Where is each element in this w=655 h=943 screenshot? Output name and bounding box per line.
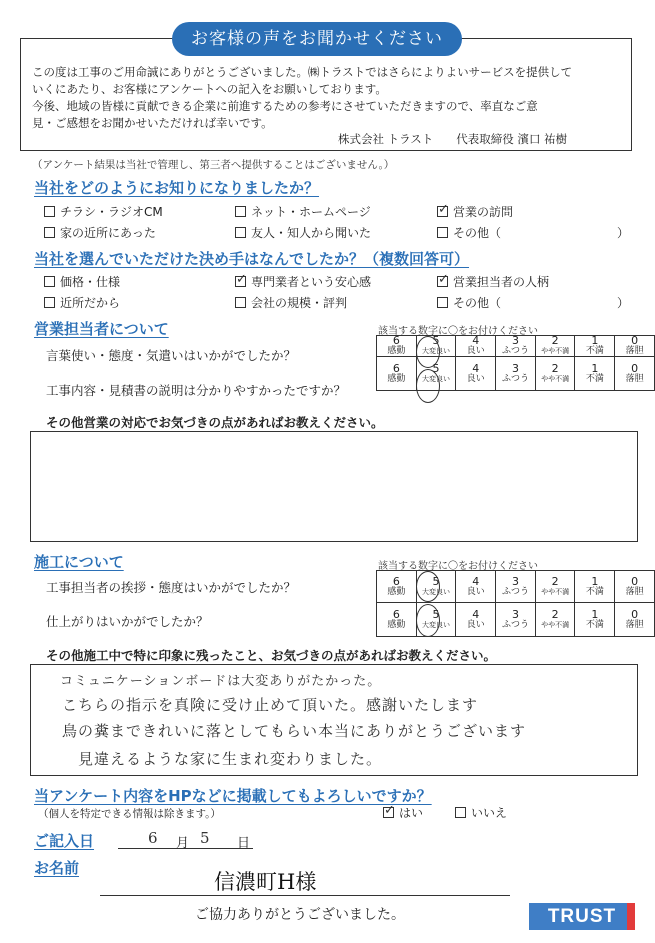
rating-cell-4[interactable]: 4 良い xyxy=(456,571,496,603)
checkbox[interactable] xyxy=(44,227,55,238)
close-paren: ） xyxy=(617,226,630,240)
intro-line: いくにあたり、お客様にアンケートへの記入をお願いしております。 xyxy=(32,82,387,96)
checkbox[interactable] xyxy=(44,206,55,217)
rating-cell-6[interactable]: 6 感動 xyxy=(377,357,417,391)
publish-note: （個人を特定できる情報は除きます。） xyxy=(38,808,221,820)
day-unit: 日 xyxy=(237,836,251,851)
q1-option-web[interactable] xyxy=(235,203,371,220)
rating-cell-1[interactable]: 1 不満 xyxy=(575,357,615,391)
rating-cell-2[interactable]: 2 やや不満 xyxy=(535,571,575,603)
option-label: 営業の訪問 xyxy=(453,205,514,219)
intro-line: 見・ご感想をお聞かせいただければ幸いです。 xyxy=(32,116,273,130)
q1-option-sales-visit[interactable] xyxy=(437,203,513,220)
name-value[interactable]: 信濃町H様 xyxy=(214,870,317,894)
trust-logo xyxy=(529,903,635,930)
rating-cell-1[interactable]: 1 不満 xyxy=(575,336,615,357)
name-label: お名前 xyxy=(34,859,80,877)
q1-option-other[interactable] xyxy=(437,224,501,241)
privacy-note: （アンケート結果は当社で管理し、第三者へ提供することはございません。） xyxy=(32,159,395,171)
rating-cell-5[interactable]: 5 大変良い xyxy=(416,571,456,603)
rating-caption: 該当する数字に〇をお付けください xyxy=(378,561,538,572)
q2-option-other[interactable] xyxy=(437,294,501,311)
rating-cell-6[interactable]: 6 感動 xyxy=(377,571,417,603)
q2-option-personality[interactable] xyxy=(437,273,549,290)
rating-cell-3[interactable]: 3 ふつう xyxy=(496,603,536,637)
option-label: はい xyxy=(399,806,424,820)
option-label: 家の近所にあった xyxy=(60,226,156,240)
checkbox[interactable] xyxy=(437,227,448,238)
intro-line: 今後、地域の皆様に貢献できる企業に前進するための参考にさせていただきますので、率直なご意 xyxy=(32,99,538,113)
option-label: ネット・ホームページ xyxy=(251,205,371,219)
option-label: その他（ xyxy=(453,296,502,310)
logo-text: TRUST xyxy=(547,906,617,927)
month-unit: 月 xyxy=(176,836,190,851)
rating-circle-mark xyxy=(416,336,440,368)
rating-cell-0[interactable]: 0 落胆 xyxy=(615,571,655,603)
rating-cell-2[interactable]: 2 やや不満 xyxy=(535,336,575,357)
rating-circle-mark xyxy=(416,369,440,403)
rating-cell-1[interactable]: 1 不満 xyxy=(575,571,615,603)
rating-cell-1[interactable]: 1 不満 xyxy=(575,603,615,637)
rating-cell-3[interactable]: 3 ふつう xyxy=(496,357,536,391)
option-label: チラシ・ラジオCM xyxy=(60,205,163,219)
rating-cell-6[interactable]: 6 感動 xyxy=(377,603,417,637)
rating-cell-6[interactable]: 6 感動 xyxy=(377,336,417,357)
checkbox[interactable] xyxy=(44,276,55,287)
close-paren: ） xyxy=(617,296,630,310)
rating-cell-2[interactable]: 2 やや不満 xyxy=(535,603,575,637)
rating-cell-0[interactable]: 0 落胆 xyxy=(615,336,655,357)
publish-question-title: 当アンケート内容をHPなどに掲載してもよろしいですか？ xyxy=(34,787,432,805)
checkbox[interactable] xyxy=(44,297,55,308)
checkbox-checked[interactable] xyxy=(437,276,448,287)
date-day-value[interactable]: 5 xyxy=(200,829,211,847)
rating-cell-4[interactable]: 4 良い xyxy=(456,336,496,357)
publish-no-option[interactable] xyxy=(455,804,507,821)
q1-option-flyer[interactable] xyxy=(44,203,163,220)
checkbox-checked[interactable] xyxy=(235,276,246,287)
rating-cell-5[interactable]: 5 大変良い xyxy=(416,603,456,637)
q1-option-friend[interactable] xyxy=(235,224,371,241)
construction-question-greeting: 工事担当者の挨拶・態度はいかがでしたか？ xyxy=(46,580,297,595)
rating-cell-2[interactable]: 2 やや不満 xyxy=(535,357,575,391)
rating-cell-0[interactable]: 0 落胆 xyxy=(615,357,655,391)
survey-header: お客様の声をお聞かせください xyxy=(172,22,462,56)
checkbox[interactable] xyxy=(235,206,246,217)
construction-comment-prompt: その他施工中で特に印象に残ったこと、お気づきの点があればお教えください。 xyxy=(46,648,497,663)
option-label: 価格・仕様 xyxy=(60,275,121,289)
rating-cell-4[interactable]: 4 良い xyxy=(456,603,496,637)
option-label: その他（ xyxy=(453,226,502,240)
checkbox[interactable] xyxy=(235,297,246,308)
date-label: ご記入日 xyxy=(34,832,95,850)
intro-line: この度は工事のご用命誠にありがとうございました。㈱トラストではさらによりよいサービスを提供して xyxy=(32,65,573,79)
q1-option-nearby[interactable] xyxy=(44,224,156,241)
rating-circle-mark xyxy=(416,571,440,602)
sales-comment-box[interactable] xyxy=(30,431,638,542)
checkbox[interactable] xyxy=(235,227,246,238)
option-label: 友人・知人から聞いた xyxy=(251,226,372,240)
handwritten-comment-line: 鳥の糞まできれいに落としてもらい本当にありがとうございます xyxy=(62,722,527,740)
option-label: 専門業者という安心感 xyxy=(251,275,372,289)
logo-accent xyxy=(627,903,635,930)
sales-section-title: 営業担当者について xyxy=(34,320,169,338)
rating-circle-mark xyxy=(416,604,440,637)
thanks-message: ご協力ありがとうございました。 xyxy=(195,907,405,923)
option-label: 会社の規模・評判 xyxy=(251,296,348,310)
checkbox[interactable] xyxy=(455,807,466,818)
option-label: 近所だから xyxy=(60,296,121,310)
q2-option-price[interactable] xyxy=(44,273,120,290)
checkbox[interactable] xyxy=(437,297,448,308)
option-label: いいえ xyxy=(471,806,508,820)
rating-cell-5[interactable]: 5 大変良い xyxy=(416,357,456,391)
q2-option-nearby[interactable] xyxy=(44,294,120,311)
rating-caption: 該当する数字に〇をお付けください xyxy=(378,326,538,337)
signature: 株式会社 トラスト 代表取締役 濱口 祐樹 xyxy=(338,132,568,146)
rating-cell-3[interactable]: 3 ふつう xyxy=(496,336,536,357)
q2-title: 当社を選んでいただけた決め手はなんでしたか？（複数回答可） xyxy=(34,250,470,268)
option-label: 営業担当者の人柄 xyxy=(453,275,550,289)
construction-section-title: 施工について xyxy=(34,553,124,571)
handwritten-comment-line: 見違えるような家に生まれ変わりました。 xyxy=(78,750,383,768)
checkbox-checked[interactable] xyxy=(437,206,448,217)
q1-title: 当社をどのようにお知りになりましたか？ xyxy=(34,179,320,197)
sales-comment-prompt: その他営業の対応でお気づきの点があればお教えください。 xyxy=(46,415,384,430)
handwritten-comment-line: こちらの指示を真険に受け止めて頂いた。感謝いたします xyxy=(62,696,479,714)
q2-option-reputation[interactable] xyxy=(235,294,347,311)
rating-cell-4[interactable]: 4 良い xyxy=(456,357,496,391)
rating-cell-3[interactable]: 3 ふつう xyxy=(496,571,536,603)
rating-cell-0[interactable]: 0 落胆 xyxy=(615,603,655,637)
publish-yes-option[interactable] xyxy=(383,804,423,821)
sales-question-explanation: 工事内容・見積書の説明は分かりやすかったですか？ xyxy=(46,383,347,398)
intro-text xyxy=(32,64,622,132)
rating-cell-5[interactable]: 5 大変良い xyxy=(416,336,456,357)
handwritten-comment-line: コミュニケーションボードは大変ありがたかった。 xyxy=(60,674,382,689)
date-month-value[interactable]: 6 xyxy=(148,829,159,847)
q2-option-specialist[interactable] xyxy=(235,273,371,290)
checkbox-checked[interactable] xyxy=(383,807,394,818)
construction-question-finish: 仕上がりはいかがでしたか？ xyxy=(46,614,209,629)
sales-question-manner: 言葉使い・態度・気遣いはいかがでしたか？ xyxy=(46,348,297,363)
